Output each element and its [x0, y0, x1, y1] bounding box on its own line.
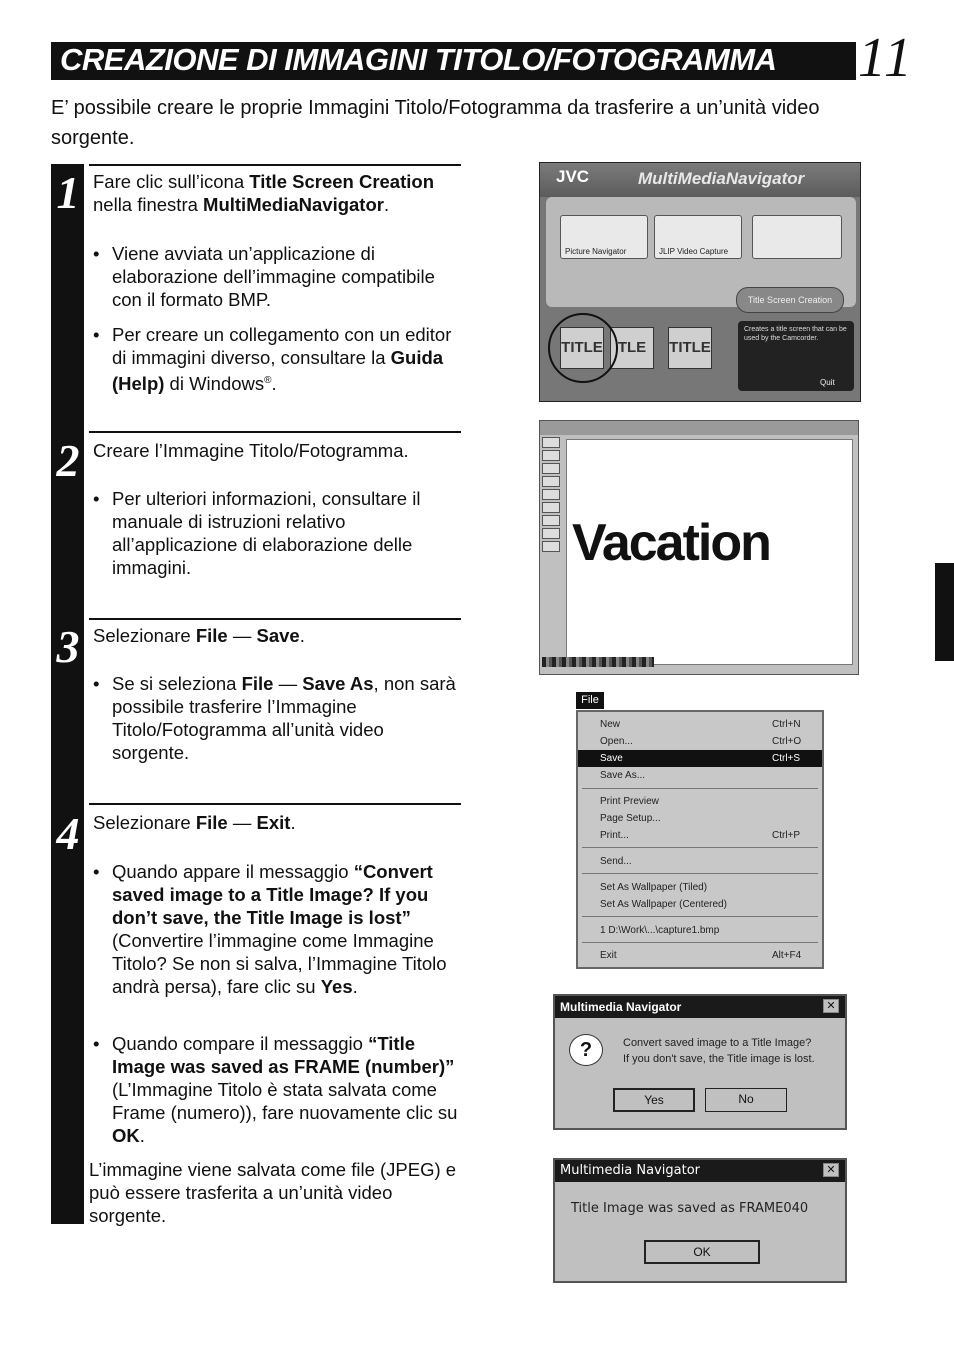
quit-button[interactable]: Quit — [820, 378, 835, 387]
bold-term: “Title Image was saved as FRAME (number)” — [112, 1033, 455, 1077]
text-span: Quando appare il messaggio — [112, 861, 354, 882]
step-number-1: 1 — [56, 167, 80, 218]
intro-paragraph: E’ possibile creare le proprie Immagini Titolo/Fotogramma da trasferire a un’unità video sorgente. — [51, 97, 820, 149]
canvas-text: Vacation — [572, 514, 770, 572]
bold-term: File — [195, 625, 228, 646]
brush-tool-icon[interactable] — [542, 489, 560, 500]
menu-item-wallpaper-tiled[interactable] — [578, 879, 822, 896]
step-divider — [89, 618, 461, 620]
color-palette[interactable] — [542, 657, 654, 667]
line-tool-icon[interactable] — [542, 515, 560, 526]
menu-item-print[interactable] — [578, 827, 822, 844]
dialog-message: Title Image was saved as FRAME040 — [571, 1201, 809, 1216]
bullet-text: Viene avviata un’applicazione di elaborazione dell’immagine compatibile con il formato BMP. — [112, 243, 435, 310]
menu-item-wallpaper-centered[interactable] — [578, 896, 822, 913]
bullet-dot: • — [93, 243, 100, 264]
bold-term: Guida (Help) — [112, 347, 444, 395]
third-tile[interactable] — [752, 215, 842, 259]
file-menu-dropdown — [576, 710, 824, 969]
step-divider — [89, 431, 461, 433]
bold-term: “Convert saved image to a Title Image? If you don’t save, the Title Image is lost” — [112, 861, 433, 928]
step-number-3: 3 — [56, 621, 80, 672]
menu-item-open[interactable] — [578, 733, 822, 750]
menu-item-label: Page Setup... — [600, 813, 661, 824]
app-title: MultiMediaNavigator — [638, 169, 805, 188]
dialog-message-line1: Convert saved image to a Title Image? — [623, 1037, 812, 1049]
tool-palette — [542, 437, 562, 572]
section-title: CREAZIONE DI IMMAGINI TITOLO/FOTOGRAMMA — [60, 42, 777, 77]
menu-item-label: Save — [600, 753, 623, 764]
brand-logo: JVC — [556, 167, 590, 186]
closing-paragraph: L’immagine viene salvata come file (JPEG) e può essere trasferita a un’unità video sorgente. — [89, 1159, 457, 1226]
step-4-bullet-2 — [93, 1032, 463, 1147]
step-4-instruction — [93, 811, 465, 834]
picture-navigator-tile[interactable] — [560, 215, 648, 259]
text-span: (Convertire l’immagine come Immagine Titolo? Se non si salva, l’Immagine Titolo andrà persa), fare clic su — [112, 930, 447, 997]
menu-item-label: Send... — [600, 856, 632, 867]
bold-term: Save As — [302, 673, 374, 694]
step-2-bullet-1 — [93, 487, 463, 579]
step-sidebar — [51, 164, 84, 1224]
text-span: . — [290, 812, 296, 833]
text-span: Creare l’Immagine Titolo/Fotogramma. — [93, 440, 409, 461]
bullet-text — [112, 323, 463, 395]
fill-tool-icon[interactable] — [542, 463, 560, 474]
question-icon: ? — [569, 1034, 603, 1066]
title-list-icon[interactable]: TITLE — [668, 327, 712, 369]
text-span: . — [299, 625, 305, 646]
menu-item-page-setup[interactable] — [578, 810, 822, 827]
ellipse-tool-icon[interactable] — [542, 541, 560, 552]
bullet-dot: • — [93, 1033, 100, 1054]
menu-item-label: Set As Wallpaper (Tiled) — [600, 882, 708, 893]
step-divider — [89, 803, 461, 805]
dialog-message-line2: If you don't save, the Title image is lost. — [623, 1053, 815, 1065]
menu-item-new[interactable] — [578, 716, 822, 733]
bullet-dot: • — [93, 324, 100, 345]
tile-label: JLIP Video Capture — [659, 247, 729, 256]
text-span: Selezionare — [93, 812, 196, 833]
bullet-dot: • — [93, 488, 100, 509]
menu-item-exit[interactable] — [578, 947, 822, 964]
text-span: nella finestra — [93, 194, 204, 215]
menu-separator — [582, 788, 818, 789]
text-span: — — [227, 812, 257, 833]
menu-bar[interactable] — [540, 421, 858, 435]
rectangle-tool-icon[interactable] — [542, 528, 560, 539]
bold-term: Title Screen Creation — [249, 171, 435, 192]
text-span: — — [227, 625, 257, 646]
menu-item-label: Exit — [600, 950, 617, 961]
bullet-text — [112, 1032, 463, 1147]
text-span: Fare clic sull’icona — [93, 171, 250, 192]
description-panel: Creates a title screen that can be used by the Camcorder. — [738, 321, 854, 391]
title-edit-icon[interactable]: TLE — [610, 327, 654, 369]
menu-item-label: Set As Wallpaper (Centered) — [600, 899, 727, 910]
eraser-tool-icon[interactable] — [542, 450, 560, 461]
multimedianavigator-window — [539, 162, 861, 402]
bold-term: Yes — [320, 976, 353, 997]
text-span: di Windows — [164, 373, 265, 395]
bullet-text — [112, 672, 463, 764]
step-number-2: 2 — [56, 435, 80, 486]
video-capture-tile[interactable] — [654, 215, 742, 259]
step-1-instruction — [93, 170, 465, 216]
paint-app-window — [539, 420, 859, 675]
page-edge-tab — [935, 563, 954, 661]
text-span: . — [271, 373, 277, 395]
menu-item-label: 1 D:\Work\...\capture1.bmp — [600, 925, 720, 936]
menu-separator — [582, 847, 818, 848]
saved-dialog — [553, 1158, 847, 1283]
menu-separator — [582, 942, 818, 943]
menu-item-send[interactable] — [578, 853, 822, 870]
text-span: (L’Immagine Titolo è stata salvata come Frame (numero)), fare nuovamente clic su — [112, 1079, 458, 1123]
menu-separator — [582, 873, 818, 874]
text-span: Quando compare il messaggio — [112, 1033, 369, 1054]
menu-item-label: Save As... — [600, 770, 646, 781]
bold-term: File — [241, 673, 274, 694]
dialog-title: Multimedia Navigator — [555, 996, 845, 1018]
step-divider — [89, 164, 461, 166]
ok-button[interactable]: OK — [644, 1240, 760, 1264]
menu-item-shortcut: Ctrl+P — [772, 830, 801, 841]
bullet-text — [112, 860, 463, 998]
menu-item-shortcut: Ctrl+S — [772, 753, 801, 764]
step-1-bullet-2 — [93, 323, 463, 395]
step-2-instruction — [93, 439, 465, 462]
bullet-text: Per ulteriori informazioni, consultare il manuale di istruzioni relativo all’applicazione di elaborazione delle immagini. — [112, 488, 421, 578]
pencil-tool-icon[interactable] — [542, 476, 560, 487]
tile-label: Picture Navigator — [565, 247, 627, 256]
yes-button[interactable]: Yes — [613, 1088, 695, 1112]
menu-item-save[interactable] — [578, 750, 822, 767]
bold-term: OK — [112, 1125, 140, 1146]
step-3-bullet-1 — [93, 672, 463, 764]
menu-item-shortcut: Alt+F4 — [772, 950, 802, 961]
menu-separator — [582, 916, 818, 917]
bold-term: Exit — [256, 812, 291, 833]
text-span: — — [273, 673, 303, 694]
menu-item-print-preview[interactable] — [578, 793, 822, 810]
text-span: , non sarà possibile trasferire l’Immagine Titolo/Fotogramma all’unità video sorgente. — [112, 673, 456, 763]
text-span: Se si seleziona — [112, 673, 242, 694]
menu-item-label: New — [600, 719, 621, 730]
bold-term: Save — [256, 625, 300, 646]
text-span: Selezionare — [93, 625, 196, 646]
menu-item-label: Print... — [600, 830, 629, 841]
no-button[interactable]: No — [705, 1088, 787, 1112]
file-menu-header[interactable]: File — [576, 692, 604, 709]
page-number: 11 — [858, 27, 914, 89]
close-icon[interactable]: ✕ — [823, 999, 839, 1013]
bold-term: File — [195, 812, 228, 833]
menu-item-recent-file[interactable] — [578, 922, 822, 939]
step-4-bullet-1 — [93, 860, 463, 998]
menu-item-save-as[interactable] — [578, 767, 822, 784]
highlight-circle — [548, 313, 618, 383]
bold-term: MultiMediaNavigator — [203, 194, 384, 215]
text-span: . — [352, 976, 358, 997]
select-tool-icon[interactable] — [542, 437, 560, 448]
convert-dialog — [553, 994, 847, 1130]
registered-mark: ® — [264, 375, 272, 386]
text-span: Per creare un collegamento con un editor di immagini diverso, consultare la — [112, 324, 452, 368]
title-screen-creation-button[interactable]: Title Screen Creation — [736, 287, 844, 313]
file-menu-screenshot — [576, 692, 824, 969]
bullet-dot: • — [93, 673, 100, 694]
step-1-bullet-1 — [93, 242, 463, 311]
bullet-dot: • — [93, 861, 100, 882]
step-3-instruction — [93, 624, 465, 647]
title-screen-creation-icon[interactable]: TITLE — [560, 327, 604, 369]
close-icon[interactable]: ✕ — [823, 1163, 839, 1177]
text-span: . — [139, 1125, 145, 1146]
text-span: . — [383, 194, 390, 215]
menu-item-label: Open... — [600, 736, 633, 747]
menu-item-shortcut: Ctrl+O — [772, 736, 802, 747]
dialog-title: Multimedia Navigator — [555, 1160, 845, 1182]
menu-item-shortcut: Ctrl+N — [772, 719, 801, 730]
step-number-4: 4 — [56, 808, 80, 859]
menu-item-label: Print Preview — [600, 796, 659, 807]
text-tool-icon[interactable] — [542, 502, 560, 513]
